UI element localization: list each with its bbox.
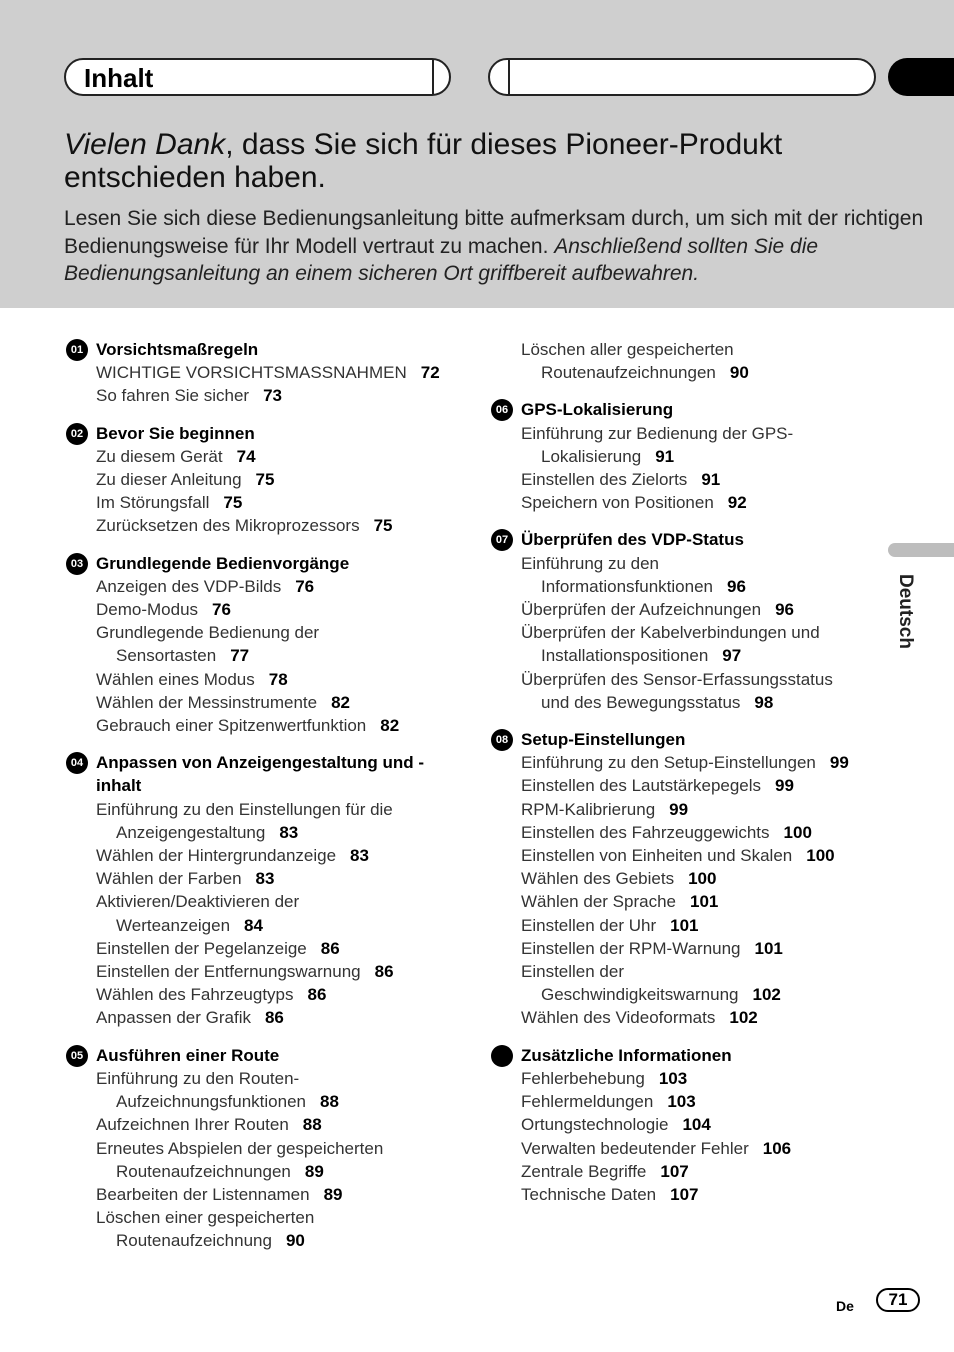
intro-normal: Lesen Sie sich diese Bedienungsanleitung bitte aufmerksam durch, um sich mit der richtigen Bedienungsweise für Ihr Modell vertraut zu machen. <box>64 207 924 258</box>
toc-entry-text: WICHTIGE VORSICHTSMASSNAHMEN <box>96 363 407 383</box>
toc-entry-text: Einstellen der RPM-Warnung <box>521 938 741 958</box>
toc-entry-text: Technische Daten <box>521 1184 657 1204</box>
toc-entry-text-cont: Anzeigengestaltung <box>116 822 266 842</box>
toc-page-number: 99 <box>669 799 689 819</box>
section-number-badge: 07 <box>491 529 513 551</box>
toc-entry[interactable] <box>66 960 466 983</box>
toc-entry[interactable] <box>66 890 466 936</box>
toc-page-number: 86 <box>264 1008 284 1028</box>
header-band <box>0 0 954 308</box>
section-number-badge: 01 <box>66 339 88 361</box>
toc-entry-text-cont: Informationsfunktionen <box>541 576 713 596</box>
toc-entry[interactable] <box>491 937 891 960</box>
toc-entry[interactable] <box>491 1113 891 1136</box>
toc-entry[interactable] <box>491 552 891 598</box>
toc-page-number: 103 <box>667 1092 696 1112</box>
toc-entry[interactable] <box>66 867 466 890</box>
toc-page-number: 83 <box>350 846 369 866</box>
toc-entry-text: Aktivieren/Deaktivieren der <box>96 892 300 912</box>
language-side-label: Deutsch <box>895 574 916 649</box>
toc-page-number: 106 <box>762 1138 792 1158</box>
toc-entry-text-cont: Routenaufzeichnung <box>116 1231 272 1251</box>
toc-entry[interactable] <box>491 1137 891 1160</box>
toc-page-number: 76 <box>212 600 231 620</box>
language-tab-marker <box>888 543 954 557</box>
toc-section-heading[interactable] <box>491 528 891 551</box>
toc-entry-text: Verwalten bedeutender Fehler <box>521 1138 749 1158</box>
toc-entry[interactable] <box>66 668 466 691</box>
toc-entry-text: Demo-Modus <box>96 600 199 620</box>
toc-column-right <box>491 338 891 1220</box>
toc-entry[interactable] <box>66 384 466 407</box>
toc-entry[interactable] <box>66 1183 466 1206</box>
toc-entry-text: Anpassen der Grafik <box>96 1008 251 1028</box>
toc-section <box>66 422 466 538</box>
toc-entry-text: Zu dieser Anleitung <box>96 470 242 490</box>
toc-entry-text: Einführung zu den <box>521 553 659 573</box>
toc-entry-text: Einstellen der Pegelanzeige <box>96 938 307 958</box>
toc-entry-text: Einstellen des Fahrzeuggewichts <box>521 822 770 842</box>
toc-entry-text: Wählen der Farben <box>96 869 242 889</box>
toc-entry-text: Einstellen des Zielorts <box>521 470 688 490</box>
footer-page-number: 71 <box>876 1288 920 1312</box>
toc-entry[interactable] <box>491 960 891 1006</box>
toc-section <box>491 398 891 514</box>
section-title: Anpassen von Anzeigengestaltung und -inhalt <box>96 753 425 796</box>
toc-entry[interactable] <box>491 1090 891 1113</box>
toc-entry[interactable] <box>491 844 891 867</box>
toc-entry-text-cont: Lokalisierung <box>541 446 642 466</box>
toc-page-number: 76 <box>295 576 315 596</box>
toc-page-number: 96 <box>727 576 746 596</box>
toc-page-number: 101 <box>689 892 719 912</box>
toc-section-heading[interactable] <box>491 398 891 421</box>
toc-entry[interactable] <box>491 914 891 937</box>
toc-section <box>491 528 891 714</box>
toc-entry-text: Grundlegende Bedienung der <box>96 623 320 643</box>
toc-entry[interactable] <box>491 621 891 667</box>
toc-entry-text: Zu diesem Gerät <box>96 446 223 466</box>
toc-entry[interactable] <box>491 598 891 621</box>
toc-entry-text: Fehlermeldungen <box>521 1092 654 1112</box>
section-title: Vorsichtsmaßregeln <box>96 340 259 359</box>
toc-entry-text: Einführung zu den Einstellungen für die <box>96 799 393 819</box>
toc-entry-text: Anzeigen des VDP-Bilds <box>96 576 282 596</box>
toc-entry-text: Wählen der Messinstrumente <box>96 692 318 712</box>
toc-page-number: 84 <box>244 915 263 935</box>
section-number-badge: 04 <box>66 752 88 774</box>
toc-entry-text: Wählen eines Modus <box>96 669 255 689</box>
toc-page-number: 98 <box>754 692 774 712</box>
toc-entry[interactable] <box>491 668 891 714</box>
headline-rest: , dass Sie sich für dieses Pioneer-Produkt entschieden haben. <box>64 128 783 194</box>
toc-entry-text: Gebrauch einer Spitzenwertfunktion <box>96 716 367 736</box>
toc-section <box>66 552 466 738</box>
toc-entry-text-cont: Sensortasten <box>116 646 217 666</box>
toc-page-number: 89 <box>323 1184 343 1204</box>
toc-page-number: 86 <box>320 938 340 958</box>
toc-page-number: 75 <box>373 516 393 536</box>
toc-page-number: 102 <box>752 985 781 1005</box>
toc-entry-text: RPM-Kalibrierung <box>521 799 656 819</box>
toc-entry[interactable] <box>491 1183 891 1206</box>
toc-entry[interactable] <box>66 361 466 384</box>
edge-tab-marker <box>888 58 954 96</box>
toc-page-number: 97 <box>722 646 742 666</box>
page-title: Inhalt <box>84 63 154 93</box>
toc-page-number: 86 <box>307 985 327 1005</box>
toc-entry[interactable] <box>66 844 466 867</box>
toc-page-number: 86 <box>374 962 394 982</box>
toc-entry-text-cont: Geschwindigkeitswarnung <box>541 985 739 1005</box>
section-number-badge: 08 <box>491 729 513 751</box>
toc-page-number: 82 <box>380 716 400 736</box>
toc-entry-text: So fahren Sie sicher <box>96 386 250 406</box>
toc-entry[interactable] <box>491 468 891 491</box>
toc-section <box>66 1044 466 1253</box>
toc-section-heading[interactable] <box>491 728 891 751</box>
toc-entry-text: Speichern von Positionen <box>521 493 714 513</box>
toc-entry[interactable] <box>66 468 466 491</box>
toc-entry[interactable] <box>66 598 466 621</box>
toc-entry-text: Wählen des Gebiets <box>521 869 675 889</box>
toc-entry[interactable] <box>66 798 466 844</box>
toc-entry-text: Bearbeiten der Listennamen <box>96 1184 310 1204</box>
toc-entry[interactable] <box>491 798 891 821</box>
toc-entry-text: Einstellen der Uhr <box>521 915 657 935</box>
toc-section-heading[interactable] <box>66 1044 466 1067</box>
section-title: GPS-Lokalisierung <box>521 400 674 420</box>
toc-entry-text-cont: und des Bewegungsstatus <box>541 692 741 712</box>
toc-page-number: 89 <box>304 1161 324 1181</box>
toc-entry-text: Im Störungsfall <box>96 493 210 513</box>
toc-page-number: 102 <box>729 1008 758 1028</box>
toc-entry[interactable] <box>66 491 466 514</box>
toc-entry-text: Überprüfen des Sensor-Erfassungsstatus <box>521 669 833 689</box>
toc-entry-text: Löschen einer gespeicherten <box>96 1208 315 1228</box>
toc-section <box>66 751 466 1029</box>
toc-page-number: 96 <box>775 600 794 620</box>
toc-entry-text: Überprüfen der Kabelverbindungen und <box>521 623 820 643</box>
intro-paragraph <box>64 205 924 288</box>
headline-italic: Vielen Dank <box>64 128 226 161</box>
toc-entry-text: Einstellen der Entfernungswarnung <box>96 962 361 982</box>
footer-language: De <box>836 1298 854 1314</box>
toc-entry-text: Aufzeichnen Ihrer Routen <box>96 1115 289 1135</box>
toc-entry-text-cont: Werteanzeigen <box>116 915 231 935</box>
toc-entry[interactable] <box>66 691 466 714</box>
toc-entry-text-cont: Routenaufzeichnungen <box>116 1161 291 1181</box>
toc-page-number: 101 <box>754 938 783 958</box>
toc-page-number: 77 <box>230 646 250 666</box>
toc-entry-text: Einführung zu den Routen- <box>96 1068 300 1088</box>
toc-entry[interactable] <box>491 774 891 797</box>
toc-entry[interactable] <box>491 821 891 844</box>
toc-page-number: 82 <box>331 692 351 712</box>
section-number-badge <box>491 1045 513 1067</box>
section-title: Ausführen einer Route <box>96 1045 280 1065</box>
toc-page-number: 88 <box>319 1092 339 1112</box>
section-title: Zusätzliche Informationen <box>521 1045 732 1065</box>
toc-page-number: 99 <box>829 753 849 773</box>
toc-page-number: 91 <box>655 446 675 466</box>
toc-entry[interactable] <box>66 621 466 667</box>
toc-section <box>491 728 891 1030</box>
toc-entry-text: Zurücksetzen des Mikroprozessors <box>96 516 360 536</box>
toc-entry[interactable] <box>491 422 891 468</box>
toc-section-heading[interactable] <box>66 552 466 575</box>
toc-page-number: 73 <box>263 386 283 406</box>
title-tab <box>64 58 451 96</box>
toc-entry[interactable] <box>66 514 466 537</box>
toc-entry-text: Einführung zu den Setup-Einstellungen <box>521 753 816 773</box>
toc-entry[interactable] <box>491 867 891 890</box>
toc-page-number: 101 <box>670 915 699 935</box>
toc-entry-continued[interactable] <box>491 338 891 384</box>
toc-entry[interactable] <box>66 1067 466 1113</box>
toc-page-number: 74 <box>236 446 256 466</box>
toc-page-number: 90 <box>285 1231 305 1251</box>
toc-entry[interactable] <box>66 1206 466 1252</box>
toc-page-number: 92 <box>727 493 747 513</box>
toc-entry-text: Erneutes Abspielen der gespeicherten <box>96 1138 384 1158</box>
toc-page-number: 99 <box>775 776 794 796</box>
section-number-badge: 06 <box>491 399 513 421</box>
toc-entry[interactable] <box>66 575 466 598</box>
headline <box>64 128 924 194</box>
toc-entry[interactable] <box>491 491 891 514</box>
toc-page-number: 75 <box>223 493 243 513</box>
toc-entry-text: Löschen aller gespeicherten <box>521 340 734 359</box>
toc-section-heading[interactable] <box>491 1044 891 1067</box>
section-number-badge: 03 <box>66 553 88 575</box>
toc-entry-text: Wählen des Fahrzeugtyps <box>96 985 294 1005</box>
toc-entry[interactable] <box>66 714 466 737</box>
blank-tab <box>488 58 876 96</box>
section-title: Grundlegende Bedienvorgänge <box>96 553 350 573</box>
toc-page-number: 83 <box>255 869 275 889</box>
toc-entry-text-cont: Aufzeichnungsfunktionen <box>116 1092 306 1112</box>
toc-entry[interactable] <box>491 890 891 913</box>
toc-page-number: 78 <box>268 669 288 689</box>
toc-section <box>491 1044 891 1206</box>
toc-entry-text: Einführung zur Bedienung der GPS- <box>521 423 794 443</box>
toc-page-number: 104 <box>682 1115 711 1135</box>
toc-entry[interactable] <box>66 1006 466 1029</box>
toc-page-number: 100 <box>806 846 835 866</box>
tab-divider <box>432 60 434 94</box>
toc-entry[interactable] <box>66 1113 466 1136</box>
toc-entry[interactable] <box>491 1006 891 1029</box>
toc-page-number: 100 <box>688 869 717 889</box>
toc-entry-text: Wählen der Hintergrundanzeige <box>96 846 337 866</box>
section-title: Überprüfen des VDP-Status <box>521 530 744 550</box>
toc-entry-text: Einstellen des Lautstärkepegels <box>521 776 762 796</box>
toc-entry-text: Fehlerbehebung <box>521 1068 645 1088</box>
toc-page-number: 75 <box>255 470 275 490</box>
toc-entry-text: Einstellen der <box>521 962 625 982</box>
section-number-badge: 05 <box>66 1045 88 1067</box>
tab-divider <box>508 60 510 94</box>
toc-entry-text: Überprüfen der Aufzeichnungen <box>521 600 762 620</box>
toc-page-number: 83 <box>279 822 299 842</box>
toc-entry[interactable] <box>66 1137 466 1183</box>
toc-page-number: 107 <box>670 1184 699 1204</box>
toc-entry-text-cont: Routenaufzeichnungen <box>541 363 716 383</box>
toc-entry-text: Ortungstechnologie <box>521 1115 669 1135</box>
toc-column-left <box>66 338 466 1267</box>
toc-entry[interactable] <box>491 1067 891 1090</box>
toc-page-number: 107 <box>660 1161 689 1181</box>
toc-entry-text: Einstellen von Einheiten und Skalen <box>521 846 793 866</box>
toc-entry-text-cont: Installationspositionen <box>541 646 709 666</box>
toc-entry[interactable] <box>491 1160 891 1183</box>
intro-italic: Anschließend sollten Sie die Bedienungsanleitung an einem sicheren Ort griffbereit aufbewahren. <box>64 234 819 285</box>
toc-section <box>66 338 466 408</box>
toc-right-sections <box>491 398 891 1206</box>
toc-entry-text: Wählen der Sprache <box>521 892 676 912</box>
toc-section-heading[interactable] <box>66 422 466 445</box>
toc-page-number: 91 <box>701 470 721 490</box>
toc-entry[interactable] <box>66 983 466 1006</box>
toc-entry[interactable] <box>491 751 891 774</box>
toc-section-heading[interactable] <box>66 338 466 361</box>
toc-page-number: 103 <box>658 1068 688 1088</box>
toc-entry-text: Zentrale Begriffe <box>521 1161 647 1181</box>
toc-entry-text: Wählen des Videoformats <box>521 1008 716 1028</box>
section-number-badge: 02 <box>66 423 88 445</box>
section-title: Bevor Sie beginnen <box>96 423 255 443</box>
toc-entry[interactable] <box>66 445 466 468</box>
toc-page-number: 72 <box>420 363 440 383</box>
toc-entry[interactable] <box>66 937 466 960</box>
toc-section-heading[interactable] <box>66 751 466 797</box>
toc-page-number: 88 <box>302 1115 322 1135</box>
section-title: Setup-Einstellungen <box>521 730 686 750</box>
toc-page-number: 90 <box>729 363 749 383</box>
toc-page-number: 100 <box>783 822 812 842</box>
